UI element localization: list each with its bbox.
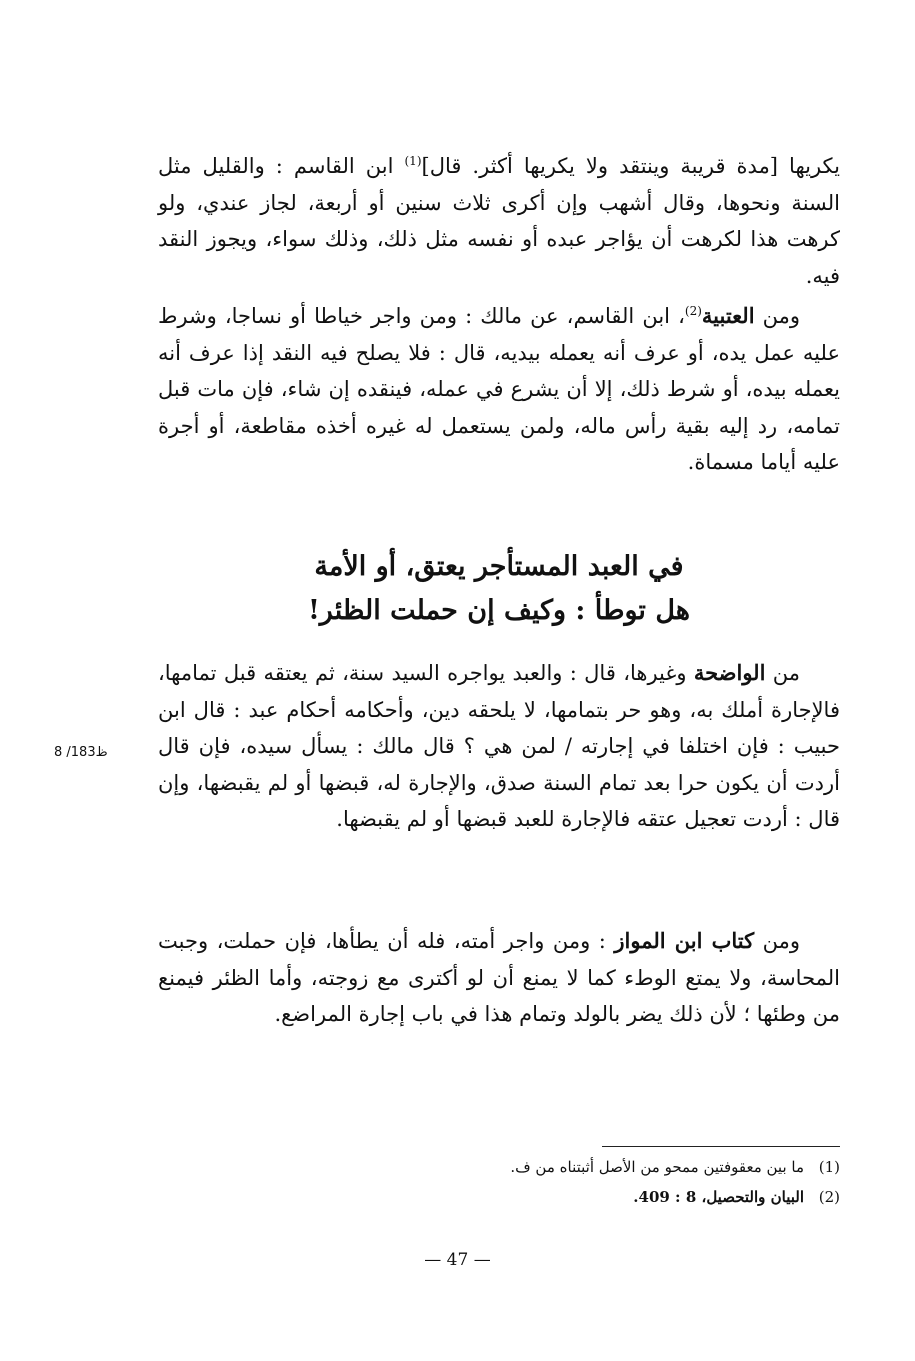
- manuscript-folio-marker: 8 /183ظ: [54, 745, 108, 760]
- paragraph-4-text: : ومن واجر أمته، فله أن يطأها، فإن حملت، وجبت المحاسة، ولا يمتع الوطء كما لا يمنع أن لو أكترى مع زوجته، وأما الظئر فيمنع من وطئها ؛ لأن ذلك يضر بالولد وتمام هذا في باب إجارة المراضع.: [158, 929, 840, 1026]
- footnote-separator: [602, 1146, 840, 1147]
- paragraph-3-intro: من: [765, 661, 800, 685]
- paragraph-2-intro: ومن: [754, 304, 800, 328]
- section-heading-line-1: في العبد المستأجر يعتق، أو الأمة: [314, 551, 684, 582]
- footnote-2-number: (2): [818, 1188, 840, 1206]
- paragraph-4-intro: ومن: [754, 929, 800, 953]
- footnotes: [400, 1152, 840, 1212]
- section-heading: [158, 545, 840, 633]
- footnote-1: [400, 1152, 840, 1182]
- footnote-2-text: البيان والتحصيل، 8 : 409.: [633, 1188, 804, 1206]
- paragraph-1-text-cont: ابن القاسم : والقليل مثل السنة ونحوها، وقال أشهب وإن أكرى ثلاث سنين أو أربعة، لجاز عندي، ولو كرهت هذا لكرهت أن يؤاجر عبده أو نفسه مثل ذلك، وذلك سواء، ويجوز النقد فيه.: [158, 154, 840, 288]
- paragraph-1: [158, 148, 840, 294]
- page-number: — 47 —: [424, 1250, 491, 1270]
- paragraph-3-source: الواضحة: [693, 660, 766, 685]
- paragraph-3: [158, 655, 840, 838]
- footnote-ref-2: (2): [684, 304, 702, 318]
- paragraph-4-source: كتاب ابن المواز: [614, 928, 755, 953]
- paragraph-4: [158, 923, 840, 1033]
- footnote-1-number: (1): [818, 1158, 840, 1176]
- footnote-2: [400, 1182, 840, 1212]
- section-heading-line-2: هل توطأ : وكيف إن حملت الظئر!: [307, 595, 691, 626]
- paragraph-2-text: ، ابن القاسم، عن مالك : ومن واجر خياطا أو نساجا، وشرط عليه عمل يده، أو عرف أنه يعمله بيديه، قال : فلا يصلح فيه النقد إذا عرف أنه يعمله بيده، أو شرط ذلك، إلا أن يشرع في عمله، فينقده إن شاء، فإن مات قبل تمامه، رد إليه بقية رأس ماله، ولمن يستعمل له غيره أخذه مقاطعة، أو أجرة عليه أياما مسماة.: [158, 304, 840, 474]
- paragraph-2: [158, 298, 840, 481]
- paragraph-1-text: يكريها [مدة قريبة وينتقد ولا يكريها أكثر. قال]: [421, 154, 841, 178]
- paragraph-3-text: وغيرها، قال : والعبد يواجره السيد سنة، ثم يعتقه قبل تمامها، فالإجارة أملك به، وهو حر بتمامها، لا يلحقه دين، وأحكامه أحكام عبد : قال ابن حبيب : فإن اختلفا في إجارته / لمن هي ؟ قال مالك : يسأل سيده، فإن قال أردت أن يكون حرا بعد تمام السنة صدق، والإجارة له، قبضها أو لم يقبضها، وإن قال : أردت تعجيل عتقه فالإجارة للعبد قبضها أو لم يقبضها.: [158, 661, 840, 831]
- paragraph-2-source: العتبية: [701, 303, 755, 328]
- footnote-1-text: ما بين معقوفتين ممحو من الأصل أثبتناه من ف.: [510, 1158, 804, 1176]
- footnote-ref-1: (1): [404, 154, 422, 168]
